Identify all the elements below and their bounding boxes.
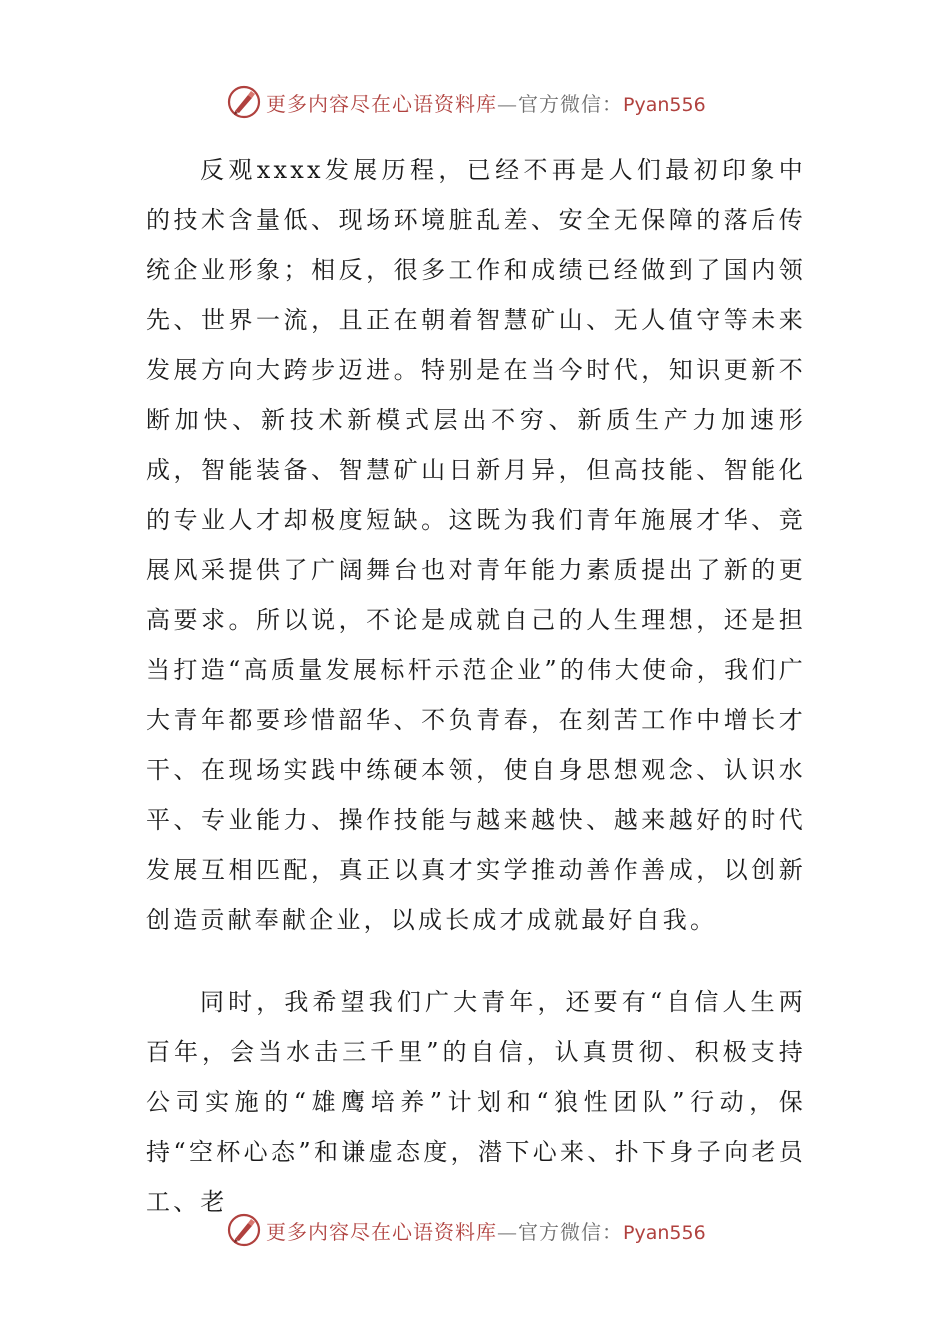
pen-circle-icon [226, 84, 262, 120]
body-paragraph-1: 反观xxxx发展历程，已经不再是人们最初印象中的技术含量低、现场环境脏乱差、安全无保障的落后传统企业形象；相反，很多工作和成绩已经做到了国内领先、世界一流，且正在朝着智慧矿山、无人值守等未来发展方向大跨步迈进。特别是在当今时代，知识更新不断加快、新技术新模式层出不穷、新质生产力加速形成，智能装备、智慧矿山日新月异，但高技能、智能化的专业人才却极度短缺。这既为我们青年施展才华、竞展风采提供了广阔舞台也对青年能力素质提出了新的更高要求。所以说，不论是成就自己的人生理想，还是担当打造“高质量发展标杆示范企业”的伟大使命，我们广大青年都要珍惜韶华、不负青春，在刻苦工作中增长才干、在现场实践中练硬本领，使自身思想观念、认识水平、专业能力、操作技能与越来越快、越来越好的时代发展互相匹配，真正以真才实学推动善作善成，以创新创造贡献奉献企业，以成长成才成就最好自我。 [146, 156, 806, 934]
header-text [266, 88, 706, 117]
footer-banner [226, 1210, 706, 1250]
header-dash: — [497, 91, 518, 116]
footer-wechat-label: 官方微信： [518, 1219, 623, 1244]
footer-brand-text: 更多内容尽在心语资料库 [266, 1219, 497, 1244]
pen-circle-icon [226, 1212, 262, 1248]
footer-text [266, 1216, 706, 1245]
header-wechat-id: Pyan556 [623, 93, 706, 116]
footer-wechat-id: Pyan556 [623, 1221, 706, 1244]
body-paragraph-2: 同时，我希望我们广大青年，还要有“自信人生两百年，会当水击三千里”的自信，认真贯彻、积极支持公司实施的“雄鹰培养”计划和“狼性团队”行动，保持“空杯心态”和谦虚态度，潜下心来、扑下身子向老员工、老 [146, 988, 806, 1216]
header-banner [226, 82, 706, 122]
footer-dash: — [497, 1219, 518, 1244]
header-wechat-label: 官方微信： [518, 91, 623, 116]
header-brand-text: 更多内容尽在心语资料库 [266, 91, 497, 116]
